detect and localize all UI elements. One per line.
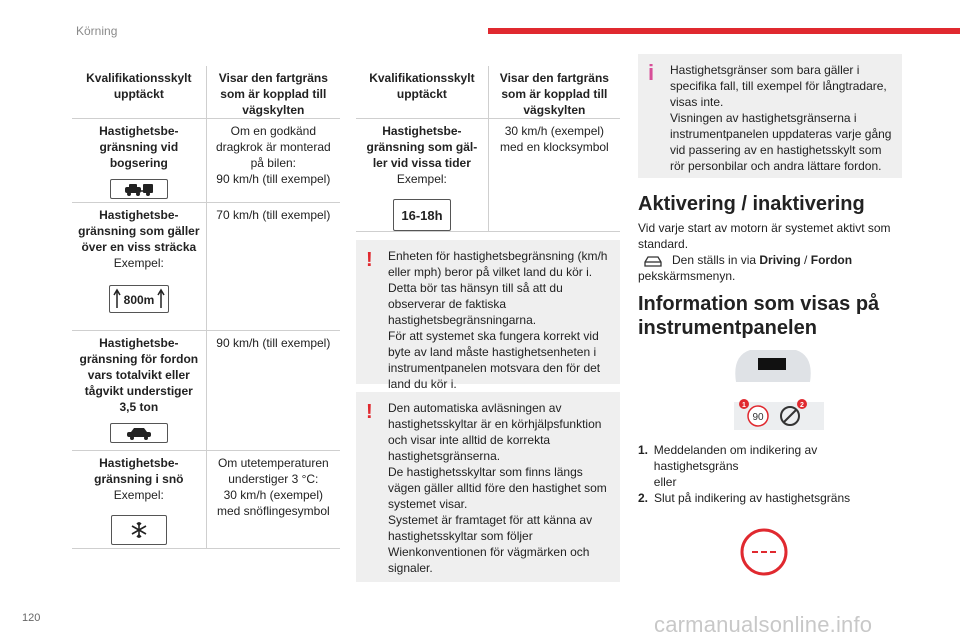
warning-note-2: [356, 392, 620, 582]
activation-p2-sep: /: [800, 253, 811, 267]
car-menu-icon: [642, 252, 664, 268]
warning-icon: !: [366, 401, 373, 423]
warning-text-2: Den automatiska avläsningen av hastighetsskyltar är en körhjälpsfunktion och visar inte alltid de korrekta hastighetsgränserna. De hastighetsskyltar som finns längs vägen gäller alltid före den hastighet som systemet visar. Systemet är framtaget för att känna av hastighetsskyltar som följer Wienkonventionen för vägmärken och signaler.: [388, 401, 607, 575]
time-sign-icon: [393, 199, 451, 231]
list-item-text: Slut på indikering av hastighetsgräns: [654, 491, 851, 505]
warning-note-1: [356, 240, 620, 391]
end-of-limit-icon: [738, 526, 790, 578]
snowflake-sign-icon: [111, 515, 167, 545]
table1-head-col1: Kvalifikationsskylt upptäckt: [72, 66, 206, 119]
instrument-cluster-illustration: [730, 344, 816, 386]
car-sign-icon: [110, 423, 168, 443]
table-row: [72, 331, 340, 451]
section-header: Körning: [76, 24, 118, 38]
activation-p1: Vid varje start av motorn är systemet aktivt som standard.: [638, 221, 891, 251]
speed-limit-display-illustration: [732, 396, 826, 432]
page-number: 120: [22, 612, 41, 624]
display-title: Information som visas på instrumentpanelen: [638, 293, 880, 339]
warning-icon: !: [366, 249, 373, 271]
time-sign-text: 16-18h: [401, 208, 443, 223]
row-desc: Om utetemperaturen understiger 3 °C: 30 km/h (exempel) med snöflingesymbol: [206, 451, 340, 549]
activation-p2-fordon: Fordon: [810, 253, 853, 267]
row-name: Hastighetsbe-gränsning vid bogsering: [99, 124, 179, 170]
table-row: [72, 119, 340, 203]
table2-head-col1: Kvalifikationsskylt upptäckt: [356, 66, 488, 119]
info-note: [638, 54, 902, 178]
row-name: Hastighetsbe-gränsning i snö: [94, 456, 184, 486]
header-accent-bar: [488, 28, 960, 34]
row-name: Hastighetsbe-gränsning som gäl-ler vid vissa tider: [366, 124, 478, 170]
table-row: [72, 203, 340, 331]
row-example: Exempel:: [396, 172, 447, 186]
distance-sign-text: 800m: [123, 293, 155, 307]
watermark: carmanualsonline.info: [654, 612, 873, 637]
sign-table-1: [72, 66, 340, 549]
table1-head-col2: Visar den fartgräns som är kopplad till vägskylten: [206, 66, 340, 119]
row-desc: Om en godkänd dragkrok är monterad på bilen: 90 km/h (till exempel): [206, 119, 340, 203]
list-item: [638, 490, 902, 506]
info-icon: i: [648, 60, 655, 85]
row-name: Hastighetsbe-gränsning för fordon vars totalvikt eller tågvikt understiger 3,5 ton: [79, 336, 199, 414]
row-example: Exempel:: [113, 256, 164, 270]
row-desc: 90 km/h (till exempel): [206, 331, 340, 451]
row-desc: 70 km/h (till exempel): [206, 203, 340, 331]
warning-text-1: Enheten för hastighetsbegränsning (km/h eller mph) beror på vilket land du kör i. Detta bör tas hänsyn till så att du observerar de faktiska hastighetsbegränsningarna. För att systemet ska fungera korrekt vid byte av land måste hastighetsenheten i instrumentpanelen motsvara den för det land du kör i.: [388, 249, 608, 391]
activation-p2-pre: Den ställs in via: [672, 253, 760, 267]
activation-p2-driving: Driving: [759, 253, 801, 267]
table-row: [356, 119, 620, 232]
badge-2-text: 2: [800, 402, 804, 409]
list-item-text: Meddelanden om indikering av hastighetsgräns eller: [653, 443, 818, 489]
row-desc: 30 km/h (exempel) med en klocksymbol: [488, 119, 620, 232]
sign-table-2: [356, 66, 620, 232]
display-speed-text: 90: [752, 412, 764, 423]
list-item-num: 2.: [638, 491, 649, 505]
display-list: [638, 442, 902, 506]
activation-p2: [638, 252, 902, 284]
table-row: [72, 451, 340, 549]
list-item: [638, 442, 902, 490]
row-example: Exempel:: [113, 488, 164, 502]
row-name: Hastighetsbe-gränsning som gäller över en viss sträcka: [78, 208, 200, 254]
table2-head-col2: Visar den fartgräns som är kopplad till vägskylten: [488, 66, 620, 119]
car-trailer-sign-icon: [110, 179, 168, 199]
badge-1-text: 1: [742, 402, 746, 409]
activation-title: Aktivering / inaktivering: [638, 193, 865, 215]
distance-sign-icon: [109, 285, 169, 313]
list-item-num: 1.: [638, 443, 649, 457]
info-text: Hastighetsgränser som bara gäller i specifika fall, till exempel för långtradare, visas inte. Visningen av hastighetsgränserna i instrumentpanelen uppdateras varje gång vid passering av en hastighetsskylt som rör personbilar och andra lättare fordon.: [670, 63, 892, 173]
activation-p2-post: pekskärmsmenyn.: [638, 269, 736, 283]
